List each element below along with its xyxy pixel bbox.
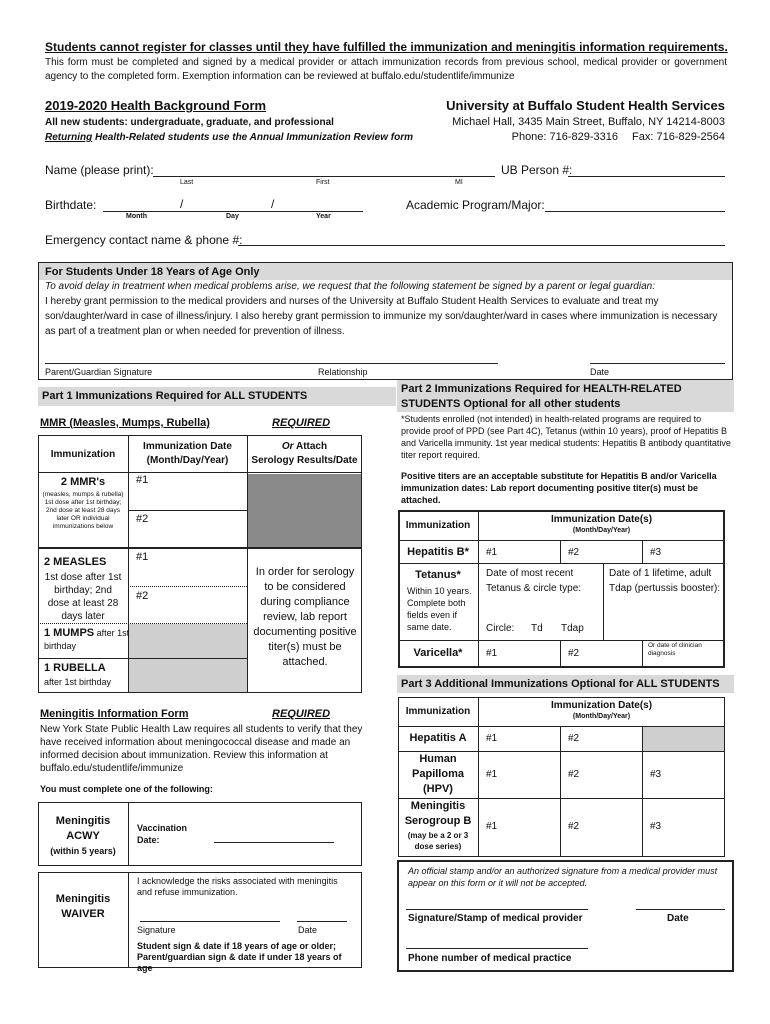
returning-rest: Health-Related students use the Annual Immunization Review form <box>92 132 414 143</box>
part2-title: Part 2 Immunizations Required for HEALTH-RELATED STUDENTS Optional for all other students <box>397 380 734 412</box>
under-18-statement: I hereby grant permission to the medical providers and nurses of the University at Buffalo Student Health Services to evaluate and treat my son/daughter/ward in case of illness/injury. I also hereby grant permission to immunize my son/daughter/ward in cases where immunization is necessary as part of a treatment plan or when needed for prevention of illness. <box>45 296 718 337</box>
col-attach: Attach <box>293 441 328 452</box>
provider-date-label: Date <box>667 913 689 924</box>
mmr-serology-shaded <box>248 474 361 547</box>
hepb-dose-2[interactable]: #2 <box>568 547 580 558</box>
hepb-label: Hepatitis B* <box>407 546 469 558</box>
col-serology-line1 <box>247 440 362 454</box>
tetanus-recent: Date of most recent Tetanus & circle type: <box>486 568 582 594</box>
practice-phone-field[interactable] <box>406 948 588 949</box>
varicella-dose-2[interactable]: #2 <box>568 648 580 659</box>
part2-requirements: *Students enrolled (not intended) in health-related programs are required to provide proof of PPD (see Part 4C), Tetanus (within 10 years), proof of Hepatitis B and Varicella immunity. 1st year medical students: Hepatitis B antibody quantitative titer report required. <box>401 414 731 460</box>
ub-person-field[interactable] <box>568 176 725 177</box>
form-title: 2019-2020 Health Background Form <box>45 98 267 113</box>
hepa-dose-1[interactable]: #1 <box>486 733 498 744</box>
mumps-date-shaded <box>129 624 247 658</box>
menb-dose-2[interactable]: #2 <box>568 821 580 832</box>
col-date-line2: (Month/Day/Year) <box>146 455 229 466</box>
form-instructions: This form must be completed and signed by a medical provider or attach immunization records from previous school, medical provider or government agency to the completed form. Exemption information can be reviewed at buffalo.edu/studentlife/immunize <box>45 57 727 82</box>
part1-title: Part 1 Immunizations Required for ALL STUDENTS <box>38 387 396 406</box>
rubella-date-shaded <box>129 659 247 692</box>
rubella-label: 1 RUBELLA <box>44 662 106 674</box>
waiver-date-label: Date <box>298 925 318 935</box>
practice-phone-label: Phone number of medical practice <box>408 953 572 964</box>
vaccination-date-field[interactable] <box>214 842 334 843</box>
program-label: Academic Program/Major: <box>406 198 545 212</box>
name-field[interactable] <box>153 176 495 177</box>
waiver-sign-note: Student sign & date if 18 years of age or older; Parent/guardian sign & date if under 18 years of age <box>137 941 342 973</box>
measles-dose-1[interactable]: #1 <box>136 551 149 563</box>
hpv-label: Human Papilloma (HPV) <box>412 753 464 795</box>
tetanus-note: Within 10 years. Complete both fields even if same date. <box>407 586 472 632</box>
emergency-label: Emergency contact name & phone #: <box>45 233 243 247</box>
part3-col-dates: Immunization Date(s) <box>550 700 653 711</box>
circle-label: Circle: <box>486 623 515 634</box>
meningitis-must: You must complete one of the following: <box>40 784 213 794</box>
two-mmrs-label: 2 MMR's <box>60 476 106 488</box>
registration-notice: Students cannot register for classes until they have fulfilled the immunization and meningitis information requirements. <box>45 40 728 54</box>
acwy-label: Meningitis ACWY <box>55 815 111 842</box>
day-label: Day <box>226 213 239 220</box>
name-label: Name (please print): <box>45 163 154 177</box>
last-label: Last <box>180 179 194 186</box>
provider-note: An official stamp and/or an authorized signature from a medical provider must appear on this form or it will not be accepted. <box>408 866 718 888</box>
guardian-signature-field[interactable] <box>45 363 498 364</box>
mmr-dose-2[interactable]: #2 <box>136 513 149 525</box>
hpv-dose-1[interactable]: #1 <box>486 769 498 780</box>
col-serology <box>247 440 362 468</box>
under-18-request: To avoid delay in treatment when medical problems arise, we request that the following statement be signed by a parent or legal guardian: <box>45 281 655 292</box>
month-label: Month <box>126 213 147 220</box>
org-name: University at Buffalo Student Health Services <box>446 98 725 113</box>
part3-col-immunization: Immunization <box>405 706 471 717</box>
waiver-label: Meningitis WAIVER <box>55 893 111 920</box>
mmr-dose-1[interactable]: #1 <box>136 474 149 486</box>
hepb-dose-3[interactable]: #3 <box>650 547 662 558</box>
varicella-dose-1[interactable]: #1 <box>486 648 498 659</box>
hepa-label: Hepatitis A <box>409 732 467 744</box>
measles-label: 2 MEASLES <box>44 556 107 568</box>
returning-note <box>45 132 413 143</box>
under-18-title: For Students Under 18 Years of Age Only <box>39 263 732 280</box>
varicella-diagnosis: Or date of clinician diagnosis <box>648 642 702 657</box>
mumps-cell <box>44 627 130 653</box>
col-date <box>128 440 247 468</box>
hpv-dose-3[interactable]: #3 <box>650 769 662 780</box>
org-fax: Fax: 716-829-2564 <box>632 131 725 143</box>
mmr-required: REQUIRED <box>272 417 331 429</box>
provider-date-field[interactable] <box>636 909 725 910</box>
two-mmrs-note: (measles, mumps & rubella) 1st dose after 1st birthday; 2nd dose at least 28 days later OR individual immunizations below <box>42 491 124 530</box>
guardian-signature-label: Parent/Guardian Signature <box>45 367 153 377</box>
varicella-label: Varicella* <box>413 647 463 659</box>
part2-col-immunization: Immunization <box>405 520 471 531</box>
col-immunization: Immunization <box>50 449 116 460</box>
tdap-lifetime: Date of 1 lifetime, adult Tdap (pertussis booster): <box>609 568 721 594</box>
meningitis-law-text: New York State Public Health Law requires all students to verify that they have received information about meningococcal disease and made an informed decision about immunization. Review this information at buffalo.edu/studentlife/immunize <box>40 724 363 774</box>
measles-dose-2[interactable]: #2 <box>136 590 149 602</box>
measles-note: 1st dose after 1st birthday; 2nd dose at least 28 days later <box>44 572 122 622</box>
waiver-signature-field[interactable] <box>140 921 280 922</box>
vaccination-date-label: Vaccination Date: <box>137 823 188 845</box>
year-label: Year <box>316 213 331 220</box>
birthdate-label: Birthdate: <box>45 198 97 212</box>
birthdate-slash-2: / <box>271 197 275 211</box>
rubella-note: after 1st birthday <box>44 677 112 687</box>
ub-person-label: UB Person #: <box>501 163 573 177</box>
first-label: First <box>316 179 330 186</box>
part2-col-mdy: (Month/Day/Year) <box>572 527 631 534</box>
mi-label: MI <box>455 179 463 186</box>
birthdate-slash-1: / <box>180 197 184 211</box>
provider-signature-field[interactable] <box>406 909 588 910</box>
menb-dose-3[interactable]: #3 <box>650 821 662 832</box>
waiver-ack: I acknowledge the risks associated with meningitis and refuse immunization. <box>137 876 338 897</box>
mumps-label: 1 MUMPS <box>44 627 95 639</box>
col-or: Or <box>281 441 294 452</box>
col-date-line1: Immunization Date <box>143 441 232 452</box>
birthdate-field[interactable] <box>103 211 363 212</box>
menb-label: Meningitis Serogroup B <box>404 800 472 827</box>
part3-col-mdy: (Month/Day/Year) <box>572 713 631 720</box>
org-phone: Phone: 716-829-3316 <box>511 131 619 143</box>
circle-tdap[interactable]: Tdap <box>561 623 584 634</box>
org-phone-fax <box>512 131 725 143</box>
relationship-label: Relationship <box>318 367 368 377</box>
circle-td[interactable]: Td <box>531 623 543 634</box>
hepa-dose-3-shaded <box>643 727 724 751</box>
guardian-date-field[interactable] <box>590 363 725 364</box>
emergency-field[interactable] <box>238 245 725 246</box>
program-field[interactable] <box>545 211 725 212</box>
part2-col-dates: Immunization Date(s) <box>550 514 653 525</box>
form-subtitle: All new students: undergraduate, graduate, and professional <box>45 117 334 128</box>
guardian-date-label: Date <box>590 367 610 377</box>
menb-dose-1[interactable]: #1 <box>486 821 498 832</box>
hpv-dose-2[interactable]: #2 <box>568 769 580 780</box>
part2-titers: Positive titers are an acceptable substitute for Hepatitis B and/or Varicella immunization dates: Lab report documenting positive titer(s) must be attached. <box>401 471 717 505</box>
org-address: Michael Hall, 3435 Main Street, Buffalo, NY 14214-8003 <box>452 116 725 128</box>
mmr-title: MMR (Measles, Mumps, Rubella) <box>40 417 210 429</box>
meningitis-required: REQUIRED <box>272 708 331 720</box>
mumps-note: after 1st birthday <box>44 628 130 651</box>
acwy-note: (within 5 years) <box>50 846 116 856</box>
col-serology-line2: Serology Results/Date <box>251 455 358 466</box>
waiver-date-field[interactable] <box>297 921 347 922</box>
provider-signature-label: Signature/Stamp of medical provider <box>408 913 583 924</box>
waiver-signature-label: Signature <box>137 925 176 935</box>
menb-note: (may be a 2 or 3 dose series) <box>407 831 469 851</box>
part3-title: Part 3 Additional Immunizations Optional for ALL STUDENTS <box>397 675 734 693</box>
meningitis-title: Meningitis Information Form <box>40 708 189 720</box>
hepa-dose-2[interactable]: #2 <box>568 733 580 744</box>
hepb-dose-1[interactable]: #1 <box>486 547 498 558</box>
tetanus-label: Tetanus* <box>415 569 461 581</box>
returning-word: Returning <box>45 132 93 143</box>
serology-note: In order for serology to be considered during compliance review, lab report documenting positive titer(s) must be attached. <box>253 566 357 668</box>
